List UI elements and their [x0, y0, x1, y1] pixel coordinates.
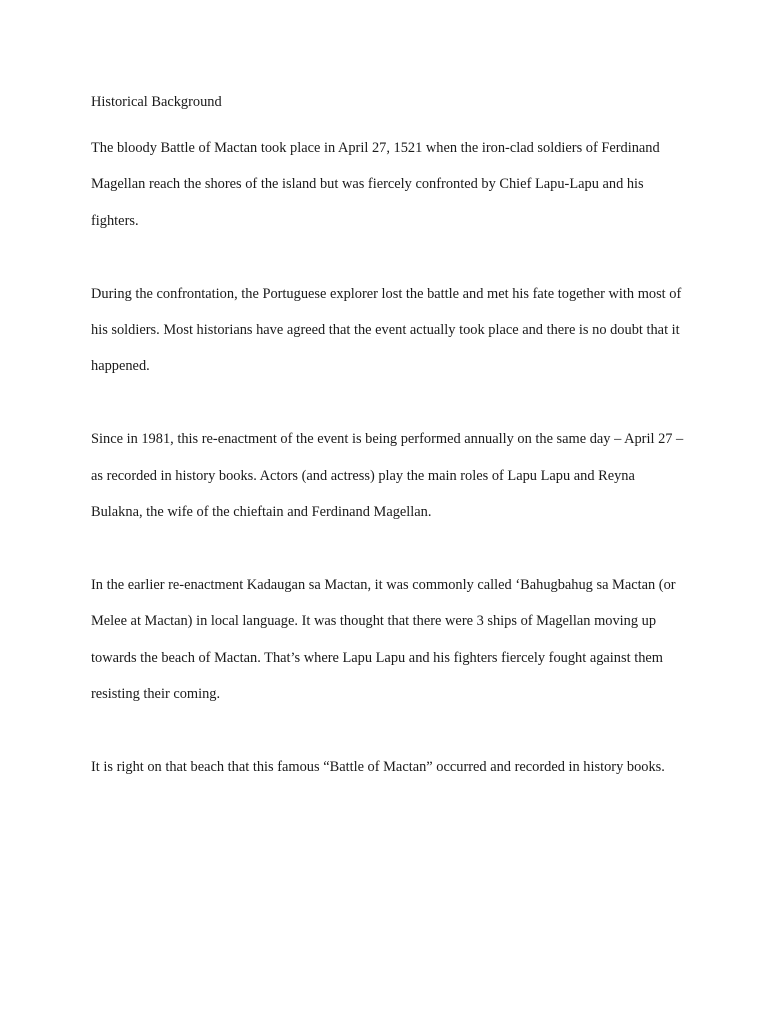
paragraph-reenactment: Since in 1981, this re-enactment of the event is being performed annually on the same day – April 27 – as recorded in history books. Actors (and actress) play the main roles of Lapu Lapu and Reyna Bulakna, the wife of the chieftain and Ferdinand Magellan. — [91, 431, 684, 521]
document-title: Historical Background — [91, 94, 222, 110]
title-spacer — [91, 113, 768, 130]
paragraph-battle-overview: The bloody Battle of Mactan took place in April 27, 1521 when the iron-clad soldiers of Ferdinand Magellan reach the shores of the island but was fiercely confronted by Chief Lapu-Lapu and his fighters. — [91, 140, 660, 229]
paragraph-confrontation: During the confrontation, the Portuguese explorer lost the battle and met his fate together with most of his soldiers. Most historians have agreed that the event actually took place and there is no doubt that it happened. — [91, 285, 682, 375]
paragraph-spacer — [91, 530, 768, 566]
paragraph-spacer — [91, 712, 768, 748]
paragraph-spacer — [91, 385, 768, 421]
paragraph-kadaugan: In the earlier re-enactment Kadaugan sa Mactan, it was commonly called ‘Bahugbahug sa Mactan (or Melee at Mactan) in local language. It was thought that there were 3 ships of Magellan moving up towards the beach of Mactan. That’s where Lapu Lapu and his fighters fiercely fought against them resisting their coming. — [91, 576, 676, 703]
paragraph-beach: It is right on that beach that this famous “Battle of Mactan” occurred and recorded in history books. — [91, 758, 665, 775]
paragraph-spacer — [91, 239, 768, 275]
